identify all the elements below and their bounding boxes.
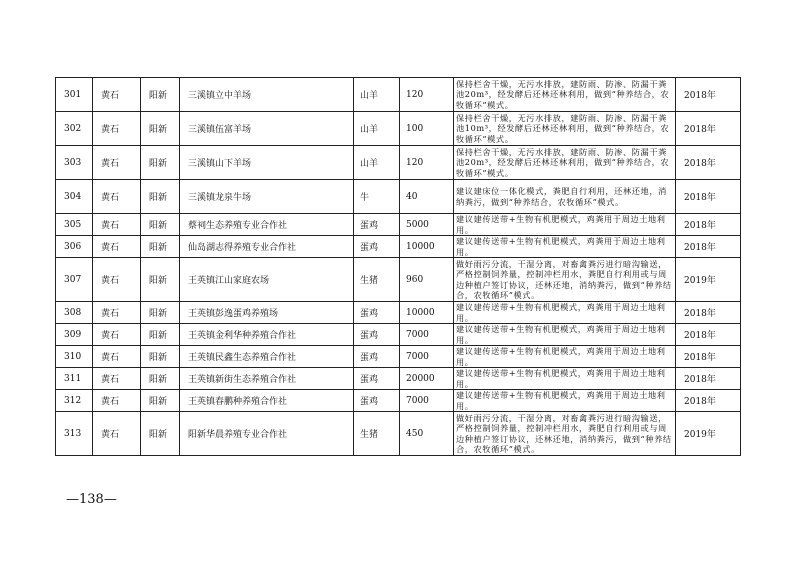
animal-type-cell: 生猪 (354, 258, 400, 302)
table-row (56, 412, 741, 456)
measure-cell: 建议建传送带+生物有机肥模式，鸡粪用于周边土地利用。 (454, 324, 676, 346)
table-row (56, 390, 741, 412)
county-cell: 阳新 (141, 346, 180, 368)
scale-cell: 20000 (400, 368, 454, 390)
farm-name-cell: 三溪镇山下羊场 (180, 146, 354, 180)
table-body (56, 78, 741, 456)
city-cell: 黄石 (93, 302, 141, 324)
row-number: 303 (56, 146, 93, 180)
farm-name-cell: 王英镇新街生态养殖合作社 (180, 368, 354, 390)
scale-cell: 40 (400, 180, 454, 214)
animal-type-cell: 蛋鸡 (354, 346, 400, 368)
year-cell: 2018年 (676, 180, 741, 214)
scale-cell: 5000 (400, 214, 454, 236)
scale-cell: 10000 (400, 236, 454, 258)
year-cell: 2018年 (676, 78, 741, 112)
table-row (56, 258, 741, 302)
city-cell: 黄石 (93, 324, 141, 346)
animal-type-cell: 山羊 (354, 78, 400, 112)
year-cell: 2018年 (676, 146, 741, 180)
county-cell: 阳新 (141, 368, 180, 390)
table-row (56, 324, 741, 346)
city-cell: 黄石 (93, 258, 141, 302)
city-cell: 黄石 (93, 146, 141, 180)
measure-cell: 保持栏舍干燥，无污水排放，建防雨、防渗、防漏干粪池10m³，经发酵后还林还林利用，做到“种养结合，农牧循环”模式。 (454, 112, 676, 146)
city-cell: 黄石 (93, 390, 141, 412)
farm-name-cell: 王英镇春鹏种养殖合作社 (180, 390, 354, 412)
animal-type-cell: 山羊 (354, 146, 400, 180)
row-number: 311 (56, 368, 93, 390)
table-row (56, 346, 741, 368)
scale-cell: 450 (400, 412, 454, 456)
livestock-farm-table (55, 77, 741, 456)
page-number: —138— (66, 492, 117, 507)
city-cell: 黄石 (93, 236, 141, 258)
scale-cell: 7000 (400, 390, 454, 412)
row-number: 306 (56, 236, 93, 258)
county-cell: 阳新 (141, 258, 180, 302)
year-cell: 2018年 (676, 112, 741, 146)
table-row (56, 78, 741, 112)
year-cell: 2018年 (676, 236, 741, 258)
row-number: 305 (56, 214, 93, 236)
year-cell: 2018年 (676, 324, 741, 346)
farm-name-cell: 王英镇金利华种养殖合作社 (180, 324, 354, 346)
row-number: 304 (56, 180, 93, 214)
county-cell: 阳新 (141, 324, 180, 346)
measure-cell: 建议建传送带+生物有机肥模式，鸡粪用于周边土地利用。 (454, 346, 676, 368)
measure-cell: 建议建传送带+生物有机肥模式，鸡粪用于周边土地利用。 (454, 236, 676, 258)
farm-name-cell: 王英镇江山家庭农场 (180, 258, 354, 302)
county-cell: 阳新 (141, 78, 180, 112)
year-cell: 2018年 (676, 214, 741, 236)
animal-type-cell: 蛋鸡 (354, 236, 400, 258)
farm-name-cell: 王英镇民鑫生态养殖合作社 (180, 346, 354, 368)
measure-cell: 建议建传送带+生物有机肥模式，鸡粪用于周边土地利用。 (454, 368, 676, 390)
measure-cell: 做好雨污分流，干湿分离，对畜禽粪污进行暗沟输送，严格控制饲养量，控制冲栏用水，粪肥自行利用或与周边种植户签订协议，还林还地，消纳粪污，做到“种养结合，农牧循环”模式。 (454, 258, 676, 302)
row-number: 309 (56, 324, 93, 346)
animal-type-cell: 蛋鸡 (354, 214, 400, 236)
farm-name-cell: 三溪镇立中羊场 (180, 78, 354, 112)
row-number: 310 (56, 346, 93, 368)
county-cell: 阳新 (141, 180, 180, 214)
year-cell: 2018年 (676, 346, 741, 368)
measure-cell: 保持栏舍干燥，无污水排放，建防雨、防渗、防漏干粪池20m³，经发酵后还林还林利用，做到“种养结合，农牧循环”模式。 (454, 78, 676, 112)
table-row (56, 368, 741, 390)
measure-cell: 做好雨污分流，干湿分离，对畜禽粪污进行暗沟输送，严格控制饲养量，控制冲栏用水，粪肥自行利用或与周边种植户签订协议，还林还地，消纳粪污，做到“种养结合，农牧循环”模式。 (454, 412, 676, 456)
animal-type-cell: 生猪 (354, 412, 400, 456)
row-number: 312 (56, 390, 93, 412)
county-cell: 阳新 (141, 214, 180, 236)
city-cell: 黄石 (93, 346, 141, 368)
table-row (56, 302, 741, 324)
animal-type-cell: 牛 (354, 180, 400, 214)
scale-cell: 960 (400, 258, 454, 302)
measure-cell: 建议建传送带+生物有机肥模式，鸡粪用于周边土地利用。 (454, 214, 676, 236)
measure-cell: 建议建传送带+生物有机肥模式，鸡粪用于周边土地利用。 (454, 390, 676, 412)
scale-cell: 10000 (400, 302, 454, 324)
scale-cell: 7000 (400, 346, 454, 368)
animal-type-cell: 山羊 (354, 112, 400, 146)
county-cell: 阳新 (141, 112, 180, 146)
farm-name-cell: 蔡祠生态养殖专业合作社 (180, 214, 354, 236)
scale-cell: 120 (400, 78, 454, 112)
table-row (56, 214, 741, 236)
animal-type-cell: 蛋鸡 (354, 390, 400, 412)
animal-type-cell: 蛋鸡 (354, 368, 400, 390)
year-cell: 2018年 (676, 368, 741, 390)
animal-type-cell: 蛋鸡 (354, 324, 400, 346)
city-cell: 黄石 (93, 368, 141, 390)
farm-name-cell: 三溪镇龙泉牛场 (180, 180, 354, 214)
year-cell: 2019年 (676, 258, 741, 302)
city-cell: 黄石 (93, 112, 141, 146)
farm-name-cell: 王英镇彭逸蛋鸡养殖场 (180, 302, 354, 324)
city-cell: 黄石 (93, 78, 141, 112)
table-row (56, 180, 741, 214)
farm-name-cell: 三溪镇伍富羊场 (180, 112, 354, 146)
county-cell: 阳新 (141, 412, 180, 456)
table-row (56, 146, 741, 180)
city-cell: 黄石 (93, 214, 141, 236)
scale-cell: 120 (400, 146, 454, 180)
row-number: 313 (56, 412, 93, 456)
county-cell: 阳新 (141, 236, 180, 258)
scale-cell: 100 (400, 112, 454, 146)
row-number: 308 (56, 302, 93, 324)
table-row (56, 112, 741, 146)
year-cell: 2018年 (676, 390, 741, 412)
farm-name-cell: 仙岛湖志得养殖专业合作社 (180, 236, 354, 258)
table-row (56, 236, 741, 258)
city-cell: 黄石 (93, 412, 141, 456)
year-cell: 2018年 (676, 302, 741, 324)
row-number: 307 (56, 258, 93, 302)
city-cell: 黄石 (93, 180, 141, 214)
measure-cell: 建议建传送带+生物有机肥模式，鸡粪用于周边土地利用。 (454, 302, 676, 324)
county-cell: 阳新 (141, 302, 180, 324)
row-number: 302 (56, 112, 93, 146)
measure-cell: 保持栏舍干燥，无污水排放，建防雨、防渗、防漏干粪池20m³，经发酵后还林还林利用，做到“种养结合，农牧循环”模式。 (454, 146, 676, 180)
county-cell: 阳新 (141, 146, 180, 180)
year-cell: 2019年 (676, 412, 741, 456)
scale-cell: 7000 (400, 324, 454, 346)
farm-name-cell: 阳新华晨养殖专业合作社 (180, 412, 354, 456)
animal-type-cell: 蛋鸡 (354, 302, 400, 324)
row-number: 301 (56, 78, 93, 112)
county-cell: 阳新 (141, 390, 180, 412)
measure-cell: 建议建床位一体化模式，粪肥自行利用，还林还地，消纳粪污，做到“种养结合，农牧循环”模式。 (454, 180, 676, 214)
